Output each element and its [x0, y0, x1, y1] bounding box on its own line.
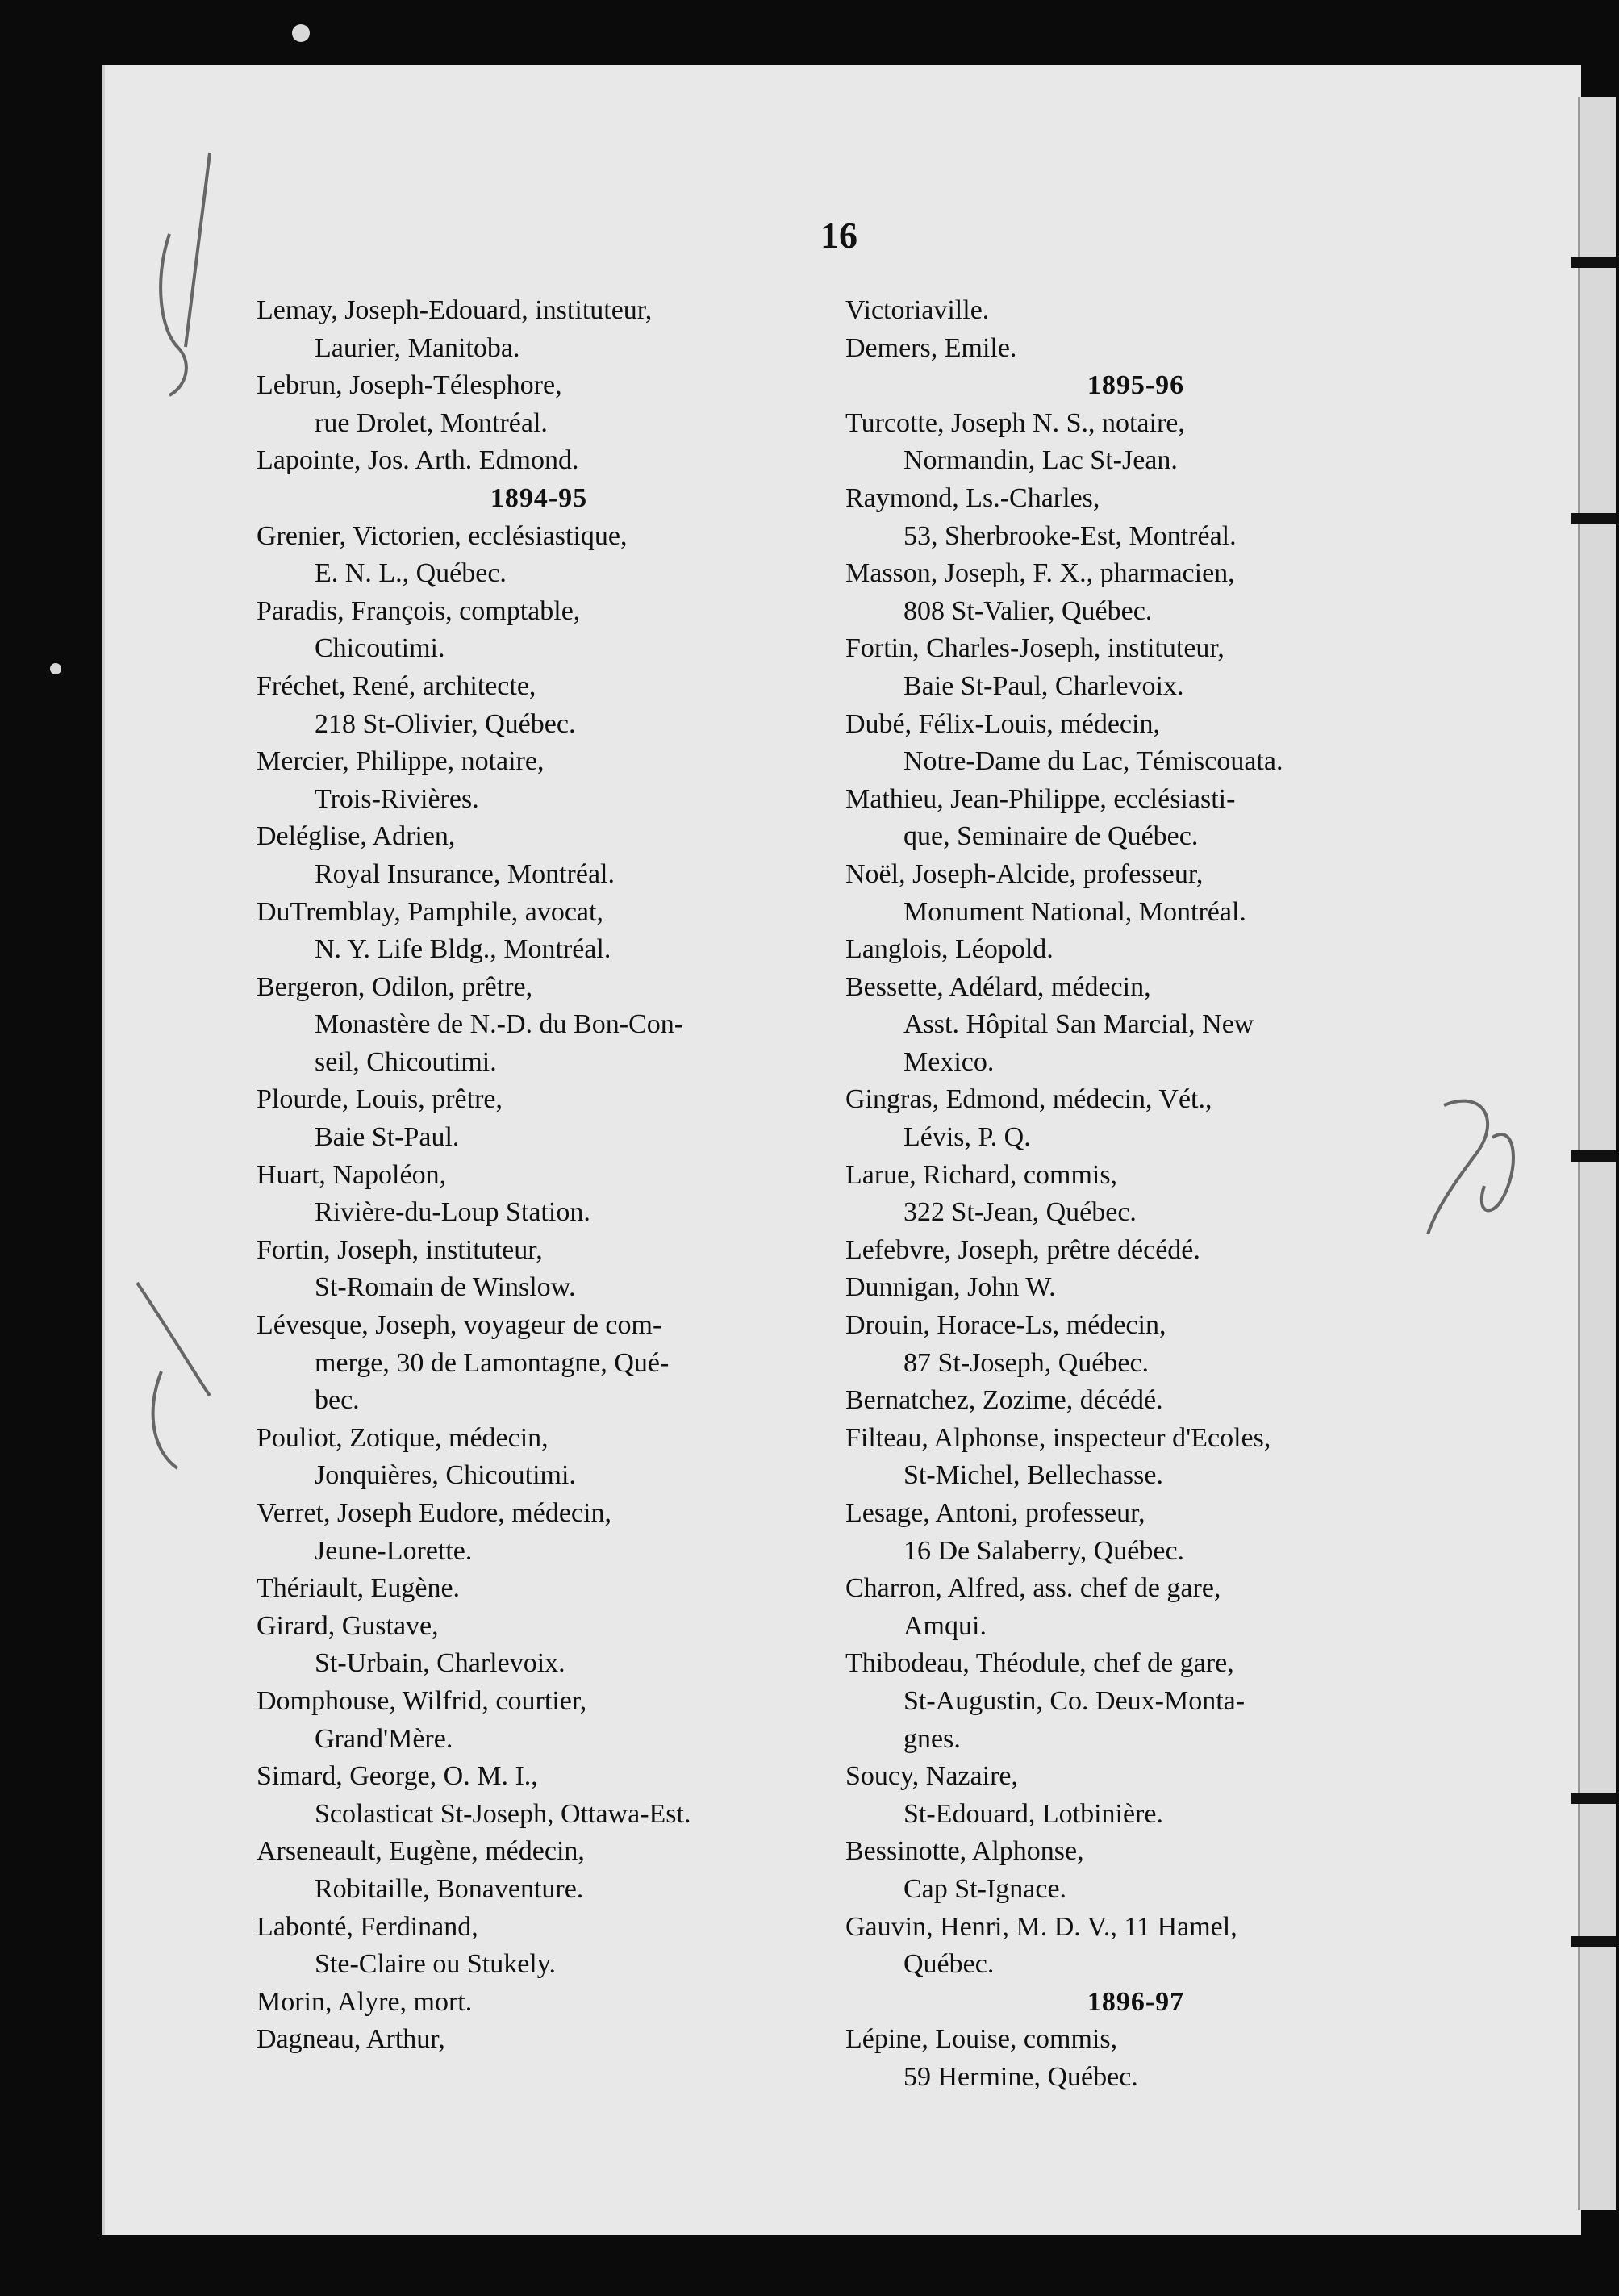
entry-detail-line: St-Michel, Bellechasse.: [903, 1460, 1163, 1491]
entry-name-line: Mathieu, Jean-Philippe, ecclésiasti-: [845, 783, 1236, 814]
year-heading: 1896-97: [1087, 1986, 1185, 2017]
entry-detail-line: Lévis, P. Q.: [903, 1122, 1031, 1153]
entry-name-line: Gingras, Edmond, médecin, Vét.,: [845, 1084, 1212, 1115]
entry-detail-line: Chicoutimi.: [315, 633, 445, 664]
entry-detail-line: rue Drolet, Montréal.: [315, 407, 548, 438]
entry-name-line: Turcotte, Joseph N. S., notaire,: [845, 407, 1185, 438]
entry-detail-line: Asst. Hôpital San Marcial, New: [903, 1009, 1254, 1040]
entry-detail-line: gnes.: [903, 1723, 961, 1754]
entry-detail-line: Jonquières, Chicoutimi.: [315, 1460, 576, 1491]
entry-name-line: Morin, Alyre, mort.: [257, 1986, 473, 2017]
entry-name-line: Dagneau, Arthur,: [257, 2024, 445, 2055]
entry-detail-line: bec.: [315, 1385, 360, 1416]
entry-detail-line: Normandin, Lac St-Jean.: [903, 445, 1178, 476]
entry-name-line: Demers, Emile.: [845, 332, 1017, 363]
entry-detail-line: Amqui.: [903, 1610, 987, 1641]
entry-name-line: Verret, Joseph Eudore, médecin,: [257, 1498, 611, 1528]
entry-detail-line: Baie St-Paul.: [315, 1122, 460, 1153]
entry-detail-line: Monastère de N.-D. du Bon-Con-: [315, 1009, 684, 1040]
entry-name-line: Lépine, Louise, commis,: [845, 2024, 1118, 2055]
entry-detail-line: Notre-Dame du Lac, Témiscouata.: [903, 746, 1283, 777]
binder-clip: [1571, 1936, 1616, 1947]
entry-name-line: Larue, Richard, commis,: [845, 1159, 1118, 1190]
entry-detail-line: Baie St-Paul, Charlevoix.: [903, 670, 1184, 701]
right-column: [845, 292, 1426, 2097]
entry-detail-line: St-Urbain, Charlevoix.: [315, 1648, 565, 1679]
entry-name-line: Arseneault, Eugène, médecin,: [257, 1836, 585, 1867]
entry-detail-line: Cap St-Ignace.: [903, 1873, 1067, 1904]
entry-name-line: Pouliot, Zotique, médecin,: [257, 1422, 549, 1453]
entry-detail-line: Québec.: [903, 1949, 995, 1980]
year-heading: 1895-96: [1087, 370, 1185, 401]
pencil-mark: [1412, 1089, 1525, 1250]
entry-name-line: Dubé, Félix-Louis, médecin,: [845, 708, 1160, 739]
entry-detail-line: N. Y. Life Bldg., Montréal.: [315, 934, 611, 965]
entry-name-line: Lemay, Joseph-Edouard, instituteur,: [257, 295, 653, 325]
entry-detail-line: Robitaille, Bonaventure.: [315, 1873, 584, 1904]
pencil-mark: [129, 1275, 218, 1484]
entry-detail-line: seil, Chicoutimi.: [315, 1046, 497, 1077]
entry-detail-line: 16 De Salaberry, Québec.: [903, 1535, 1185, 1566]
entry-name-line: Simard, George, O. M. I.,: [257, 1761, 538, 1792]
entry-name-line: Gauvin, Henri, M. D. V., 11 Hamel,: [845, 1911, 1237, 1942]
pencil-mark: [145, 145, 218, 403]
entry-name-line: Soucy, Nazaire,: [845, 1761, 1018, 1792]
entry-name-line: Deléglise, Adrien,: [257, 821, 456, 852]
entry-name-line: Paradis, François, comptable,: [257, 595, 581, 626]
left-column: [257, 292, 821, 2059]
binder-clip: [1571, 257, 1616, 268]
punch-hole: [292, 24, 310, 42]
entry-name-line: Lapointe, Jos. Arth. Edmond.: [257, 445, 579, 476]
entry-name-line: Thibodeau, Théodule, chef de gare,: [845, 1648, 1234, 1679]
entry-detail-line: Royal Insurance, Montréal.: [315, 858, 615, 889]
binder-clip: [1571, 1793, 1616, 1804]
year-heading: 1894-95: [490, 482, 588, 513]
binder-clip: [1571, 513, 1616, 524]
entry-detail-line: Laurier, Manitoba.: [315, 332, 520, 363]
entry-name-line: Lebrun, Joseph-Télesphore,: [257, 370, 562, 401]
entry-detail-line: St-Edouard, Lotbinière.: [903, 1798, 1163, 1829]
entry-name-line: Labonté, Ferdinand,: [257, 1911, 478, 1942]
entry-detail-line: 53, Sherbrooke-Est, Montréal.: [903, 520, 1237, 551]
entry-detail-line: St-Romain de Winslow.: [315, 1272, 576, 1303]
entry-name-line: Lefebvre, Joseph, prêtre décédé.: [845, 1234, 1200, 1265]
entry-name-line: Bergeron, Odilon, prêtre,: [257, 971, 533, 1002]
entry-detail-line: Grand'Mère.: [315, 1723, 453, 1754]
entry-name-line: Bernatchez, Zozime, décédé.: [845, 1385, 1163, 1416]
entry-detail-line: Mexico.: [903, 1046, 995, 1077]
entry-detail-line: 808 St-Valier, Québec.: [903, 595, 1153, 626]
entry-name-line: Drouin, Horace-Ls, médecin,: [845, 1310, 1166, 1341]
entry-name-line: Fortin, Joseph, instituteur,: [257, 1234, 543, 1265]
entry-name-line: Girard, Gustave,: [257, 1610, 439, 1641]
entry-name-line: Fréchet, René, architecte,: [257, 670, 536, 701]
binder-clip: [1571, 1150, 1616, 1162]
entry-name-line: Plourde, Louis, prêtre,: [257, 1084, 503, 1115]
entry-detail-line: merge, 30 de Lamontagne, Qué-: [315, 1347, 670, 1378]
entry-detail-line: Monument National, Montréal.: [903, 896, 1246, 927]
entry-name-line: DuTremblay, Pamphile, avocat,: [257, 896, 603, 927]
entry-name-line: Thériault, Eugène.: [257, 1573, 461, 1604]
entry-name-line: Masson, Joseph, F. X., pharmacien,: [845, 558, 1235, 589]
entry-name-line: Domphouse, Wilfrid, courtier,: [257, 1685, 587, 1716]
entry-name-line: Bessinotte, Alphonse,: [845, 1836, 1084, 1867]
entry-name-line: Fortin, Charles-Joseph, instituteur,: [845, 633, 1225, 664]
entry-name-line: Lévesque, Joseph, voyageur de com-: [257, 1310, 662, 1341]
entry-name-line: Lesage, Antoni, professeur,: [845, 1498, 1145, 1528]
entry-detail-line: 59 Hermine, Québec.: [903, 2061, 1138, 2092]
entry-detail-line: 322 St-Jean, Québec.: [903, 1197, 1137, 1228]
entry-name-line: Langlois, Léopold.: [845, 934, 1054, 965]
entry-detail-line: Trois-Rivières.: [315, 783, 479, 814]
entry-detail-line: Scolasticat St-Joseph, Ottawa-Est.: [315, 1798, 691, 1829]
entry-detail-line: 218 St-Olivier, Québec.: [315, 708, 576, 739]
entry-detail-line: E. N. L., Québec.: [315, 558, 507, 589]
entry-name-line: Charron, Alfred, ass. chef de gare,: [845, 1573, 1221, 1604]
entry-detail-line: St-Augustin, Co. Deux-Monta-: [903, 1685, 1246, 1716]
entry-name-line: Bessette, Adélard, médecin,: [845, 971, 1151, 1002]
entry-name-line: Filteau, Alphonse, inspecteur d'Ecoles,: [845, 1422, 1271, 1453]
entry-detail-line: 87 St-Joseph, Québec.: [903, 1347, 1150, 1378]
entry-detail-line: Ste-Claire ou Stukely.: [315, 1949, 557, 1980]
entry-name-line: Victoriaville.: [845, 295, 990, 325]
entry-name-line: Dunnigan, John W.: [845, 1272, 1056, 1303]
entry-detail-line: Rivière-du-Loup Station.: [315, 1197, 590, 1228]
entry-name-line: Grenier, Victorien, ecclésiastique,: [257, 520, 628, 551]
entry-name-line: Mercier, Philippe, notaire,: [257, 746, 545, 777]
entry-name-line: Huart, Napoléon,: [257, 1159, 447, 1190]
page-number: 16: [820, 215, 857, 256]
entry-detail-line: Jeune-Lorette.: [315, 1535, 473, 1566]
punch-hole: [50, 663, 61, 674]
entry-name-line: Noël, Joseph-Alcide, professeur,: [845, 858, 1204, 889]
entry-name-line: Raymond, Ls.-Charles,: [845, 482, 1100, 513]
entry-detail-line: que, Seminaire de Québec.: [903, 821, 1199, 852]
